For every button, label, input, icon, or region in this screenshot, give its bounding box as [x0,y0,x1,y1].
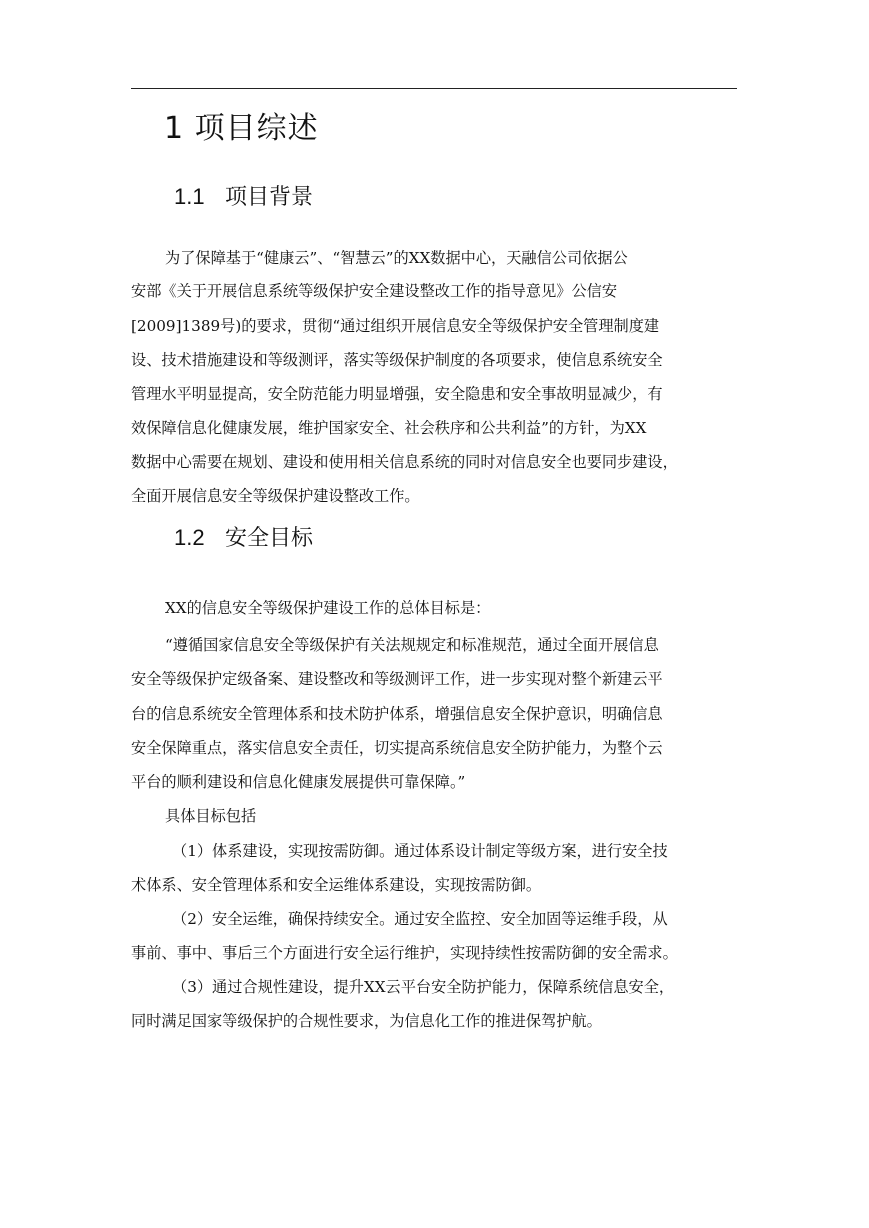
paragraph-line: XX的信息安全等级保护建设工作的总体目标是： [165,599,491,617]
paragraph-line: “遵循国家信息安全等级保护有关法规规定和标准规范，通过全面开展信息 [165,636,659,654]
paragraph-line: [2009]1389号)的要求，贯彻“通过组织开展信息安全等级保护安全管理制度建 [131,317,660,335]
paragraph-line: 管理水平明显提高，安全防范能力明显增强，安全隐患和安全事故明显减少，有 [131,385,663,403]
list-item-line: （1）体系建设，实现按需防御。通过体系设计制定等级方案，进行安全技 [172,842,668,860]
paragraph-line: 设、技术措施建设和等级测评，落实等级保护制度的各项要求，使信息系统安全 [131,351,663,369]
list-item-line: 术体系、安全管理体系和安全运维体系建设，实现按需防御。 [131,876,542,894]
section-title: 安全目标 [225,526,314,551]
paragraph-line: 台的信息系统安全管理体系和技术防护体系，增强信息安全保护意识，明确信息 [131,705,663,723]
paragraph-line: 安全等级保护定级备案、建设整改和等级测评工作，进一步实现对整个新建云平 [131,670,663,688]
chapter-title: 1 项目综述 [164,111,319,146]
section-heading-background [174,182,313,213]
section-heading-goals [174,523,313,554]
list-item-line: （2）安全运维，确保持续安全。通过安全监控、安全加固等运维手段，从 [172,910,668,928]
section-number: 1.2 [174,525,205,550]
section-number: 1.1 [174,184,205,209]
paragraph-line: 具体目标包括 [165,807,257,825]
paragraph-line: 平台的顺利建设和信息化健康发展提供可靠保障。” [131,773,466,791]
paragraph-line: 数据中心需要在规划、建设和使用相关信息系统的同时对信息安全也要同步建设， [131,453,678,471]
paragraph-line: 安部《关于开展信息系统等级保护安全建设整改工作的指导意见》公信安 [131,282,617,300]
list-item-line: （3）通过合规性建设，提升XX云平台安全防护能力，保障系统信息安全， [172,978,675,996]
header-rule [131,88,737,89]
paragraph-line: 为了保障基于“健康云”、“智慧云”的XX数据中心，天融信公司依据公 [165,249,628,267]
list-item-line: 同时满足国家等级保护的合规性要求，为信息化工作的推进保驾护航。 [131,1012,602,1030]
list-item-line: 事前、事中、事后三个方面进行安全运行维护，实现持续性按需防御的安全需求。 [131,944,678,962]
section-title: 项目背景 [225,185,314,210]
paragraph-line: 全面开展信息安全等级保护建设整改工作。 [131,487,420,505]
paragraph-line: 安全保障重点，落实信息安全责任，切实提高系统信息安全防护能力，为整个云 [131,739,663,757]
paragraph-line: 效保障信息化健康发展，维护国家安全、社会秩序和公共利益”的方针，为XX [131,419,647,437]
